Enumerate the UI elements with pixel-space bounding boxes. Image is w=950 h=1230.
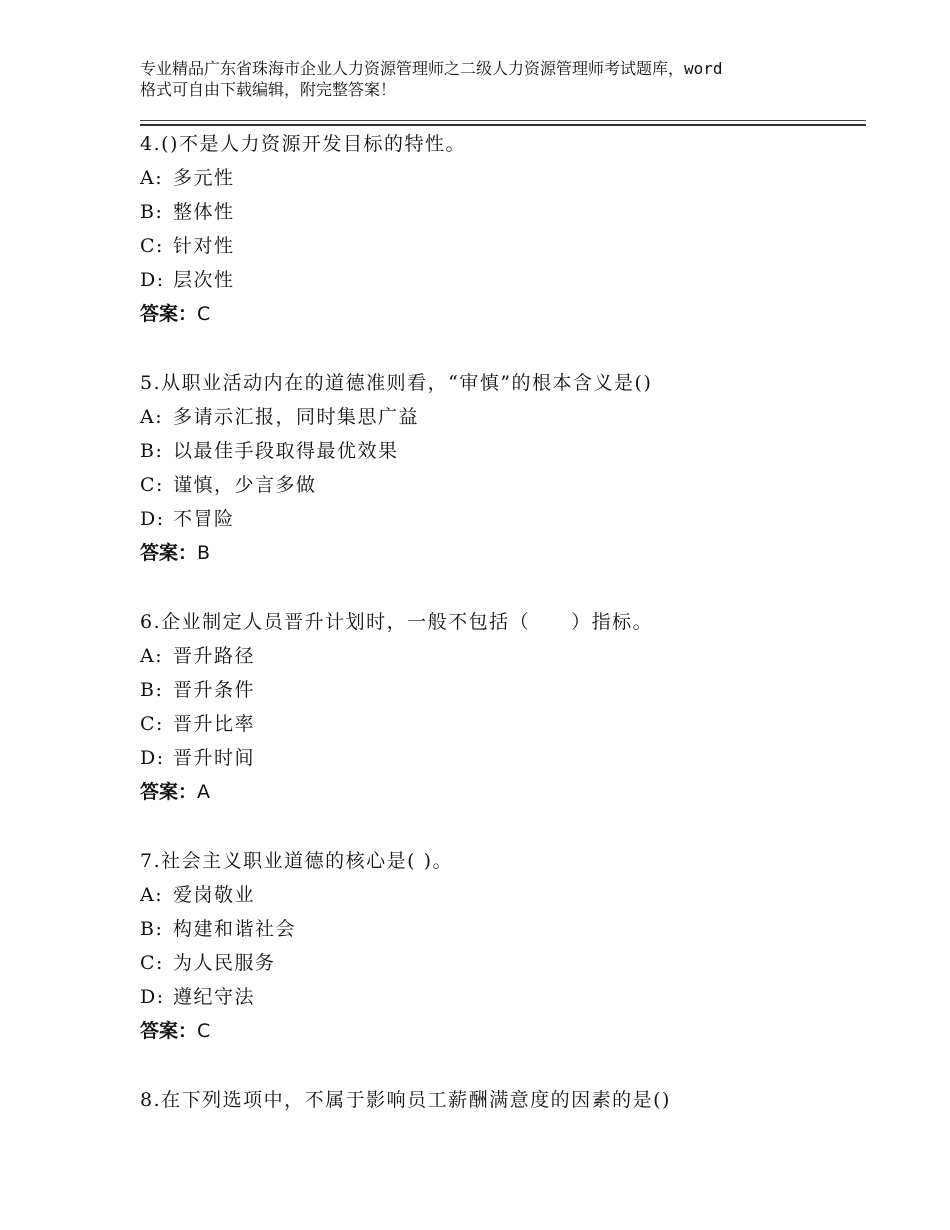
option-text: 晋升路径 [173,645,256,667]
option-letter: D: [140,269,165,291]
option-d [140,741,870,775]
option-letter: C: [140,713,164,735]
option-letter: B: [140,440,164,462]
option-letter: A: [140,884,164,906]
answer-value: C [197,1020,211,1042]
answer-value: A [197,781,211,803]
question-7 [140,844,870,1048]
option-b [140,195,870,229]
question-5 [140,366,870,570]
option-letter: D: [140,986,165,1008]
option-d [140,980,870,1014]
option-c [140,946,870,980]
answer-line [140,775,870,809]
option-b [140,912,870,946]
option-text: 爱岗敬业 [173,884,256,906]
answer-line [140,536,870,570]
option-text: 多请示汇报，同时集思广益 [173,406,420,428]
answer-value: C [197,303,211,325]
document-header [140,58,830,100]
option-letter: D: [140,508,165,530]
option-b [140,434,870,468]
option-text: 多元性 [173,167,235,189]
option-text: 不冒险 [173,508,235,530]
option-text: 晋升时间 [173,747,256,769]
option-letter: D: [140,747,165,769]
answer-line [140,297,870,331]
answer-label: 答案： [140,303,198,325]
answer-line [140,1014,870,1048]
option-c [140,468,870,502]
question-4 [140,127,870,331]
option-letter: B: [140,201,164,223]
answer-label: 答案： [140,1020,198,1042]
option-text: 遵纪守法 [173,986,256,1008]
question-text: 6.企业制定人员晋升计划时，一般不包括（ ）指标。 [140,611,654,633]
option-text: 构建和谐社会 [173,918,297,940]
question-text: 8.在下列选项中，不属于影响员工薪酬满意度的因素的是() [140,1089,671,1111]
option-a [140,400,870,434]
answer-value: B [197,542,211,564]
option-letter: C: [140,474,164,496]
header-line-2: 格式可自由下载编辑，附完整答案！ [140,80,397,99]
option-letter: C: [140,235,164,257]
option-text: 层次性 [173,269,235,291]
answer-label: 答案： [140,542,198,564]
option-text: 谨慎，少言多做 [173,474,317,496]
option-a [140,878,870,912]
option-text: 整体性 [173,201,235,223]
option-text: 晋升条件 [173,679,256,701]
option-b [140,673,870,707]
option-text: 晋升比率 [173,713,256,735]
question-list [140,127,870,1117]
option-text: 以最佳手段取得最优效果 [173,440,399,462]
option-a [140,161,870,195]
question-text: 5.从职业活动内在的道德准则看，“审慎”的根本含义是() [140,372,653,394]
option-d [140,263,870,297]
option-letter: A: [140,645,164,667]
option-c [140,229,870,263]
question-6 [140,605,870,809]
header-divider-thick [140,124,866,126]
question-text: 4.()不是人力资源开发目标的特性。 [140,133,466,155]
answer-label: 答案： [140,781,198,803]
option-letter: C: [140,952,164,974]
header-divider-thin [140,120,866,121]
option-a [140,639,870,673]
question-8 [140,1083,870,1117]
option-d [140,502,870,536]
option-text: 针对性 [173,235,235,257]
option-letter: B: [140,679,164,701]
option-letter: A: [140,406,164,428]
option-text: 为人民服务 [173,952,276,974]
option-c [140,707,870,741]
question-text: 7.社会主义职业道德的核心是( )。 [140,850,453,872]
option-letter: A: [140,167,164,189]
header-line-1: 专业精品广东省珠海市企业人力资源管理师之二级人力资源管理师考试题库，word [140,59,723,78]
option-letter: B: [140,918,164,940]
